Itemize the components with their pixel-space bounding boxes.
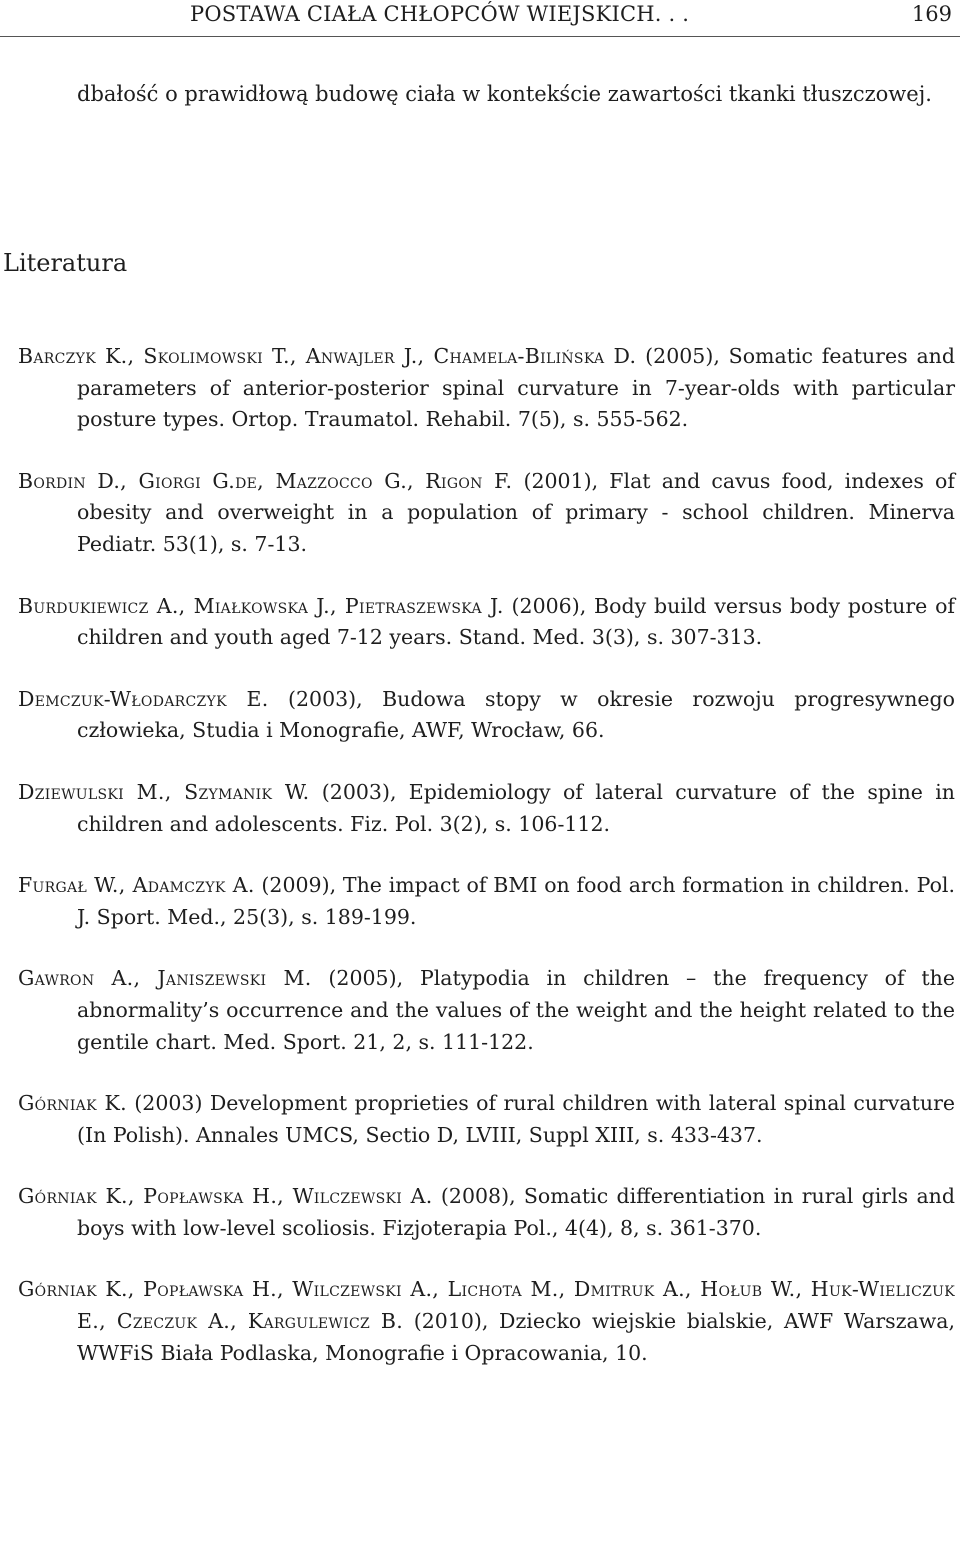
reference-entry bbox=[18, 341, 955, 436]
reference-authors: Furgał W., Adamczyk A. bbox=[18, 873, 255, 898]
reference-authors: Burdukiewicz A., Miałkowska J., Pietraszewska J. bbox=[18, 593, 504, 618]
reference-entry bbox=[18, 1088, 955, 1151]
reference-authors: Gawron A., Janiszewski M. bbox=[18, 966, 312, 991]
reference-authors: Barczyk K., Skolimowski T., Anwajler J., Chamela-Bilińska D. bbox=[18, 344, 637, 368]
reference-entry bbox=[18, 963, 955, 1058]
reference-details: (2003), Epidemiology of lateral curvature of the spine in children and adolescents. Fiz. Pol. 3(2), s. 106-112. bbox=[77, 779, 955, 836]
reference-details: (2003), Budowa stopy w okresie rozwoju progresywnego człowieka, Studia i Monografie, AWF, Wrocław, 66. bbox=[77, 686, 955, 743]
reference-entry bbox=[18, 591, 955, 654]
reference-authors: Górniak K. bbox=[18, 1091, 127, 1116]
reference-authors: Dziewulski M., Szymanik W. bbox=[18, 779, 310, 804]
continuation-paragraph: dbałość o prawidłową budowę ciała w kontekście zawartości tkanki tłuszczowej. bbox=[77, 82, 932, 106]
reference-authors: Bordin D., Giorgi G.de, Mazzocco G., Rigon F. bbox=[18, 468, 513, 493]
running-header bbox=[0, 0, 960, 37]
section-heading: Literatura bbox=[3, 249, 128, 277]
reference-details: (2005), Somatic features and parameters of anterior-posterior spinal curvature in 7-year-olds with particular posture types. Ortop. Traumatol. Rehabil. 7(5), s. 555-562. bbox=[77, 344, 955, 432]
reference-details: (2001), Flat and cavus food, indexes of obesity and overweight in a population of primary - school children. Minerva Pediatr. 53(1), s. 7-13. bbox=[77, 468, 955, 556]
reference-entry bbox=[18, 1181, 955, 1244]
reference-list bbox=[18, 341, 955, 1399]
reference-authors: Górniak K., Popławska H., Wilczewski A., Lichota M., Dmitruk A., Hołub W., Huk-Wieliczuk E., Czeczuk A., Kargulewicz B. bbox=[18, 1277, 955, 1334]
page-number: 169 bbox=[911, 2, 952, 26]
running-title: POSTAWA CIAŁA CHŁOPCÓW WIEJSKICH. . . bbox=[190, 2, 690, 26]
reference-details: (2003) Development proprieties of rural children with lateral spinal curvature (In Polish). Annales UMCS, Sectio D, LVIII, Suppl XIII, s. 433-437. bbox=[77, 1091, 956, 1147]
reference-entry bbox=[18, 777, 955, 840]
reference-authors: Górniak K., Popławska H., Wilczewski A. bbox=[18, 1184, 433, 1209]
reference-details: (2005), Platypodia in children – the frequency of the abnormality’s occurrence and the values of the weight and the height related to the gentile chart. Med. Sport. 21, 2, s. 111-122. bbox=[77, 966, 955, 1054]
reference-entry bbox=[18, 684, 955, 747]
reference-details: (2006), Body build versus body posture of children and youth aged 7-12 years. Stand. Med. 3(3), s. 307-313. bbox=[77, 593, 955, 650]
reference-details: (2010), Dziecko wiejskie bialskie, AWF Warszawa, WWFiS Biała Podlaska, Monografie i Opracowania, 10. bbox=[77, 1309, 955, 1365]
reference-authors: Demczuk-Włodarczyk E. bbox=[18, 686, 269, 711]
reference-entry bbox=[18, 870, 955, 933]
reference-details: (2008), Somatic differentiation in rural girls and boys with low-level scoliosis. Fizjoterapia Pol., 4(4), 8, s. 361-370. bbox=[77, 1184, 955, 1240]
reference-details: (2009), The impact of BMI on food arch formation in children. Pol. J. Sport. Med., 25(3), s. 189-199. bbox=[77, 873, 955, 929]
reference-entry bbox=[18, 466, 955, 561]
reference-entry bbox=[18, 1274, 955, 1369]
